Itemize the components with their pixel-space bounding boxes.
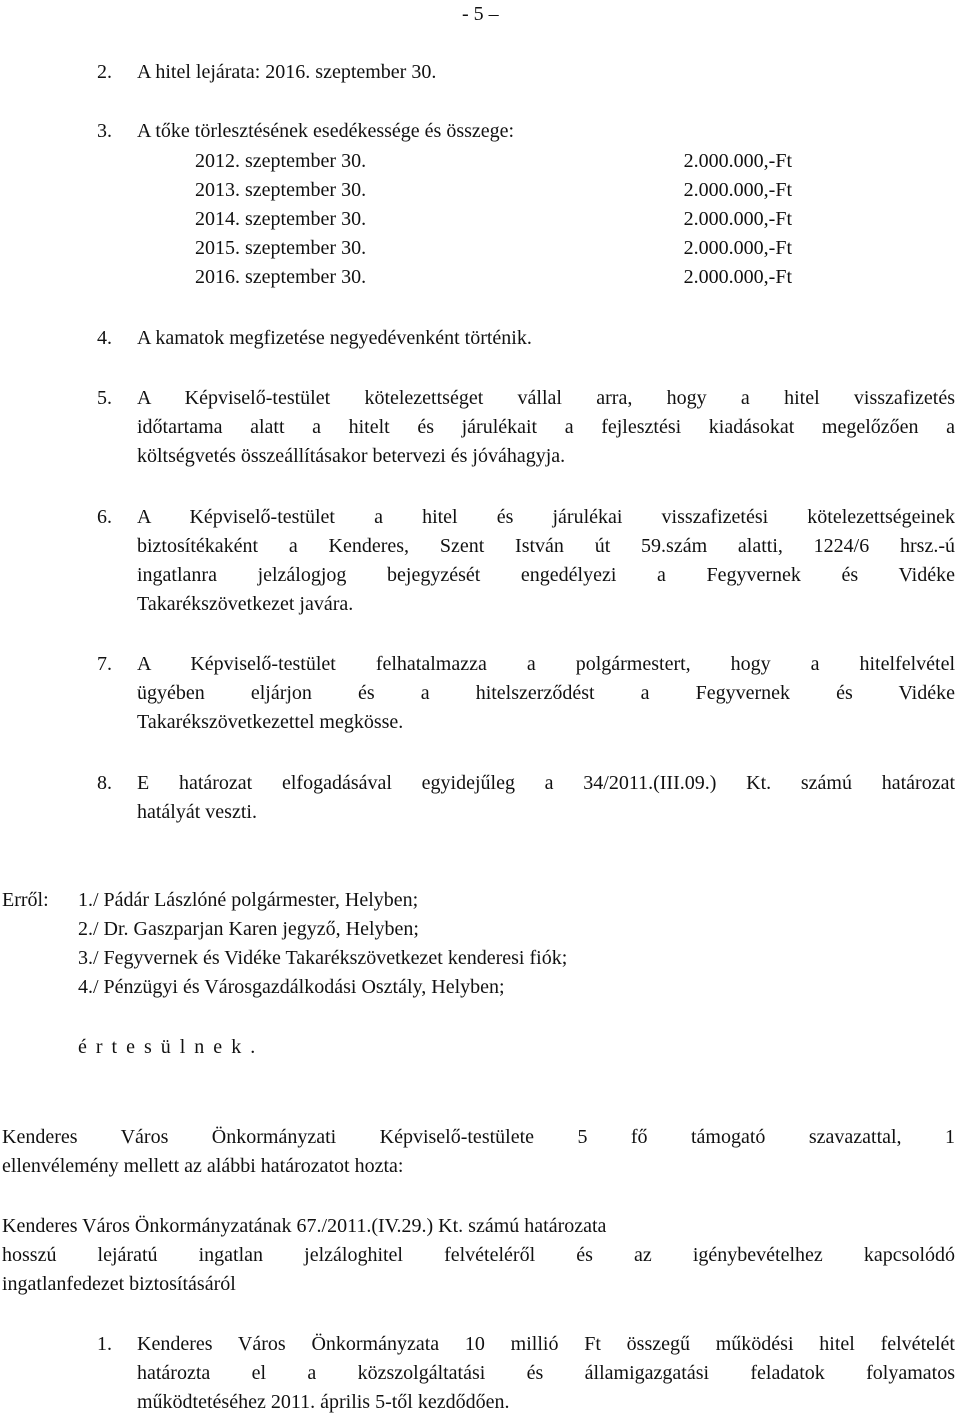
item-3-number: 3. <box>97 120 112 142</box>
item-7-line: Takarékszövetkezettel megkösse. <box>137 711 404 733</box>
item-6-line: ingatlanra jelzálogjog bejegyzését engedélyezi a Fegyvernek és Vidéke <box>137 564 955 586</box>
schedule-date: 2014. szeptember 30. <box>195 208 367 230</box>
notify-label: Erről: <box>2 889 49 911</box>
schedule-amount: 2.000.000,-Ft <box>683 179 792 201</box>
item-2-number: 2. <box>97 61 112 83</box>
schedule-date: 2016. szeptember 30. <box>195 266 367 288</box>
notify-recipient: 4./ Pénzügyi és Városgazdálkodási Osztály, Helyben; <box>78 976 505 998</box>
page-number: - 5 – <box>462 3 499 25</box>
item-8-number: 8. <box>97 772 112 794</box>
schedule-date: 2012. szeptember 30. <box>195 150 367 172</box>
schedule-amount: 2.000.000,-Ft <box>683 266 792 288</box>
resolution-subject-line: hosszú lejáratú ingatlan jelzáloghitel felvételéről és az igénybevételhez kapcsolódó <box>2 1244 955 1266</box>
schedule-date: 2013. szeptember 30. <box>195 179 367 201</box>
item-3-text: A tőke törlesztésének esedékessége és összege: <box>137 120 515 142</box>
item-4-number: 4. <box>97 327 112 349</box>
notify-recipient: 1./ Pádár Lászlóné polgármester, Helyben; <box>78 889 419 911</box>
resolution-title: Kenderes Város Önkormányzatának 67./2011.(IV.29.) Kt. számú határozata <box>2 1215 607 1237</box>
item-2-text: A hitel lejárata: 2016. szeptember 30. <box>137 61 437 83</box>
resolution-subject-line: ingatlanfedezet biztosításáról <box>2 1273 236 1295</box>
res-item-1-number: 1. <box>97 1333 112 1355</box>
notify-recipient: 3./ Fegyvernek és Vidéke Takarékszövetkezet kenderesi fiók; <box>78 947 568 969</box>
res-item-1-line: határozta el a közszolgáltatási és államigazgatási feladatok folyamatos <box>137 1362 955 1384</box>
schedule-amount: 2.000.000,-Ft <box>683 237 792 259</box>
item-6-line: A Képviselő-testület a hitel és járulékai visszafizetési kötelezettségeinek <box>137 506 955 528</box>
notify-recipient: 2./ Dr. Gaszparjan Karen jegyző, Helyben; <box>78 918 419 940</box>
item-7-line: A Képviselő-testület felhatalmazza a polgármestert, hogy a hitelfelvétel <box>137 653 955 675</box>
schedule-date: 2015. szeptember 30. <box>195 237 367 259</box>
item-7-number: 7. <box>97 653 112 675</box>
item-5-line: időtartama alatt a hitelt és járulékait a fejlesztési kiadásokat megelőzően a <box>137 416 955 438</box>
item-6-line: biztosítékaként a Kenderes, Szent István út 59.szám alatti, 1224/6 hrsz.-ú <box>137 535 955 557</box>
item-5-number: 5. <box>97 387 112 409</box>
vote-line: Kenderes Város Önkormányzati Képviselő-testülete 5 fő támogató szavazattal, 1 <box>2 1126 955 1148</box>
schedule-amount: 2.000.000,-Ft <box>683 208 792 230</box>
vote-line: ellenvélemény mellett az alábbi határozatot hozta: <box>2 1155 404 1177</box>
item-8-line: E határozat elfogadásával egyidejűleg a 34/2011.(III.09.) Kt. számú határozat <box>137 772 955 794</box>
schedule-amount: 2.000.000,-Ft <box>683 150 792 172</box>
item-4-text: A kamatok megfizetése negyedévenként történik. <box>137 327 532 349</box>
res-item-1-line: Kenderes Város Önkormányzata 10 millió Ft összegű működési hitel felvételét <box>137 1333 955 1355</box>
notify-closing: értesülnek. <box>78 1036 265 1058</box>
item-5-line: A Képviselő-testület kötelezettséget vállal arra, hogy a hitel visszafizetés <box>137 387 955 409</box>
item-7-line: ügyében eljárjon és a hitelszerződést a Fegyvernek és Vidéke <box>137 682 955 704</box>
item-6-line: Takarékszövetkezet javára. <box>137 593 354 615</box>
item-5-line: költségvetés összeállításakor betervezi és jóváhagyja. <box>137 445 566 467</box>
item-8-line: hatályát veszti. <box>137 801 257 823</box>
res-item-1-line: működtetéséhez 2011. április 5-től kezdődően. <box>137 1391 510 1413</box>
item-6-number: 6. <box>97 506 112 528</box>
